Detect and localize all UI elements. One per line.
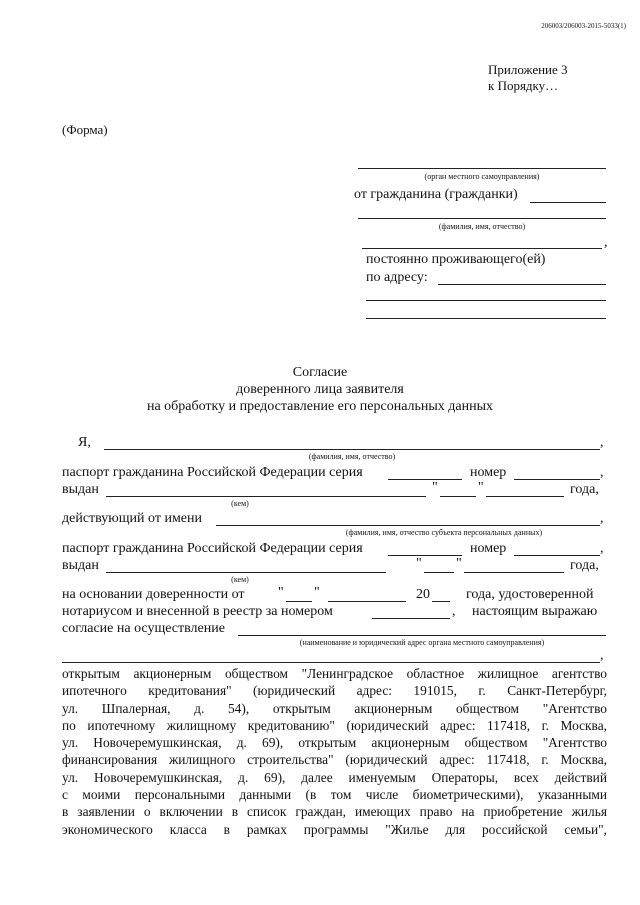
document-id: 206003/206003-2015-5033(1): [541, 22, 626, 30]
form-label: (Форма): [62, 122, 108, 137]
from-citizen-label: от гражданина (гражданки): [354, 187, 518, 202]
proxy-fio-caption: (фамилия, имя, отчество): [308, 452, 396, 461]
comma: ,: [604, 235, 608, 250]
address-line-2: [366, 300, 606, 301]
issued-label-2: выдан: [62, 558, 99, 573]
organ-line: [358, 168, 606, 169]
organ-name-line-2: [62, 662, 600, 663]
applicant-fio-line-2: [362, 248, 602, 249]
comma-3: ,: [600, 511, 604, 526]
appendix-line-2: к Порядку…: [488, 78, 559, 93]
organ-caption: (орган местного самоуправления): [424, 172, 540, 181]
quote-open-3: ": [278, 585, 284, 600]
document-title: [0, 364, 640, 415]
consent-expression-label: настоящим выражаю: [472, 604, 598, 619]
quote-close: ": [478, 480, 484, 495]
comma-4: ,: [600, 541, 604, 556]
consent-paragraph: [62, 665, 607, 838]
address-label: по адресу:: [366, 270, 428, 285]
paragraph-line: с моими персональными данными (в том числе биометрическими), указанными: [62, 787, 607, 803]
number-label: номер: [470, 465, 507, 480]
organ-name-line: [238, 635, 606, 636]
paragraph-line: открытым акционерным обществом "Ленинградское областное жилищное агентство: [62, 666, 607, 681]
paragraph-line: экономического класса в рамках программы "Жилье для российской семьи",: [62, 821, 607, 837]
from-citizen-line: [530, 202, 606, 203]
consent-label: согласие на осуществление: [62, 621, 225, 636]
comma-6: ,: [600, 648, 604, 663]
issue-month-line: [486, 496, 564, 497]
paragraph-line: ул. Новочеремушкинская, д. 69), далее именуемым Операторы, всех действий: [62, 769, 607, 785]
paragraph-line: в заявлении о включении в список граждан, имеющих право на приобретение жилья: [62, 804, 607, 820]
poa-day-line: [286, 601, 312, 602]
quote-open-2: ": [416, 556, 422, 571]
address-line-1: [438, 284, 606, 285]
poa-year-line: [432, 601, 450, 602]
paragraph-line: ул. Новочеремушкинская, д. 69), открытым акционерным обществом "Агентство: [62, 735, 607, 751]
quote-open: ": [432, 480, 438, 495]
paragraph-line: финансирования жилищного строительства" (юридический адрес: 117418, г. Москва,: [62, 752, 607, 768]
issued-by-caption-2: (кем): [231, 575, 249, 584]
paragraph-line: ипотечного кредитования" (юридический адрес: 191015, г. Санкт-Петербург,: [62, 683, 607, 699]
applicant-fio-line: [358, 218, 606, 219]
passport-number-line-2: [514, 555, 600, 556]
poa-month-line: [328, 601, 406, 602]
issued-by-line-2: [106, 572, 386, 573]
year-label: года,: [570, 482, 599, 497]
comma-1: ,: [600, 435, 604, 450]
comma-5: ,: [452, 604, 456, 619]
subject-fio-line: [216, 525, 600, 526]
number-label-2: номер: [470, 541, 507, 556]
basis-label: на основании доверенности от: [62, 587, 245, 602]
twenty-label: 20: [416, 587, 430, 602]
quote-close-3: ": [314, 585, 320, 600]
notary-label: нотариусом и внесенной в реестр за номером: [62, 604, 333, 619]
passport-series-line: [388, 479, 462, 480]
residing-label: постоянно проживающего(ей): [366, 252, 546, 267]
organ-name-caption: (наименование и юридический адрес органа местного самоуправления): [299, 638, 545, 647]
quote-close-2: ": [456, 556, 462, 571]
acting-on-behalf-label: действующий от имени: [62, 511, 202, 526]
issue-month-line-2: [464, 572, 564, 573]
title-line-3: на обработку и предоставление его персональных данных: [146, 399, 494, 414]
paragraph-line: по ипотечному жилищному кредитованию" (юридический адрес: 117418, г. Москва,: [62, 717, 607, 733]
title-line-1: Согласие: [292, 365, 348, 380]
passport-number-line: [514, 479, 600, 480]
subject-caption: (фамилия, имя, отчество субъекта персональных данных): [345, 528, 543, 537]
issue-day-line-2: [424, 572, 454, 573]
title-line-2: доверенного лица заявителя: [236, 382, 404, 397]
passport-series-label-2: паспорт гражданина Российской Федерации серия: [62, 541, 363, 556]
year-label-2: года,: [570, 558, 599, 573]
issue-day-line: [440, 496, 476, 497]
passport-series-label: паспорт гражданина Российской Федерации серия: [62, 465, 363, 480]
applicant-fio-caption: (фамилия, имя, отчество): [438, 222, 526, 231]
registry-number-line: [372, 618, 450, 619]
certified-label: года, удостоверенной: [466, 587, 594, 602]
comma-2: ,: [600, 465, 604, 480]
issued-by-line: [106, 496, 426, 497]
passport-series-line-2: [388, 555, 462, 556]
issued-label: выдан: [62, 482, 99, 497]
address-line-3: [366, 318, 606, 319]
issued-by-caption: (кем): [231, 499, 249, 508]
appendix-line-1: Приложение 3: [488, 62, 568, 77]
paragraph-line: ул. Шпалерная, д. 54), открытым акционерным обществом "Агентство: [62, 700, 607, 716]
proxy-fio-line: [104, 449, 600, 450]
appendix-note: [488, 62, 568, 94]
ya-label: Я,: [78, 435, 91, 450]
